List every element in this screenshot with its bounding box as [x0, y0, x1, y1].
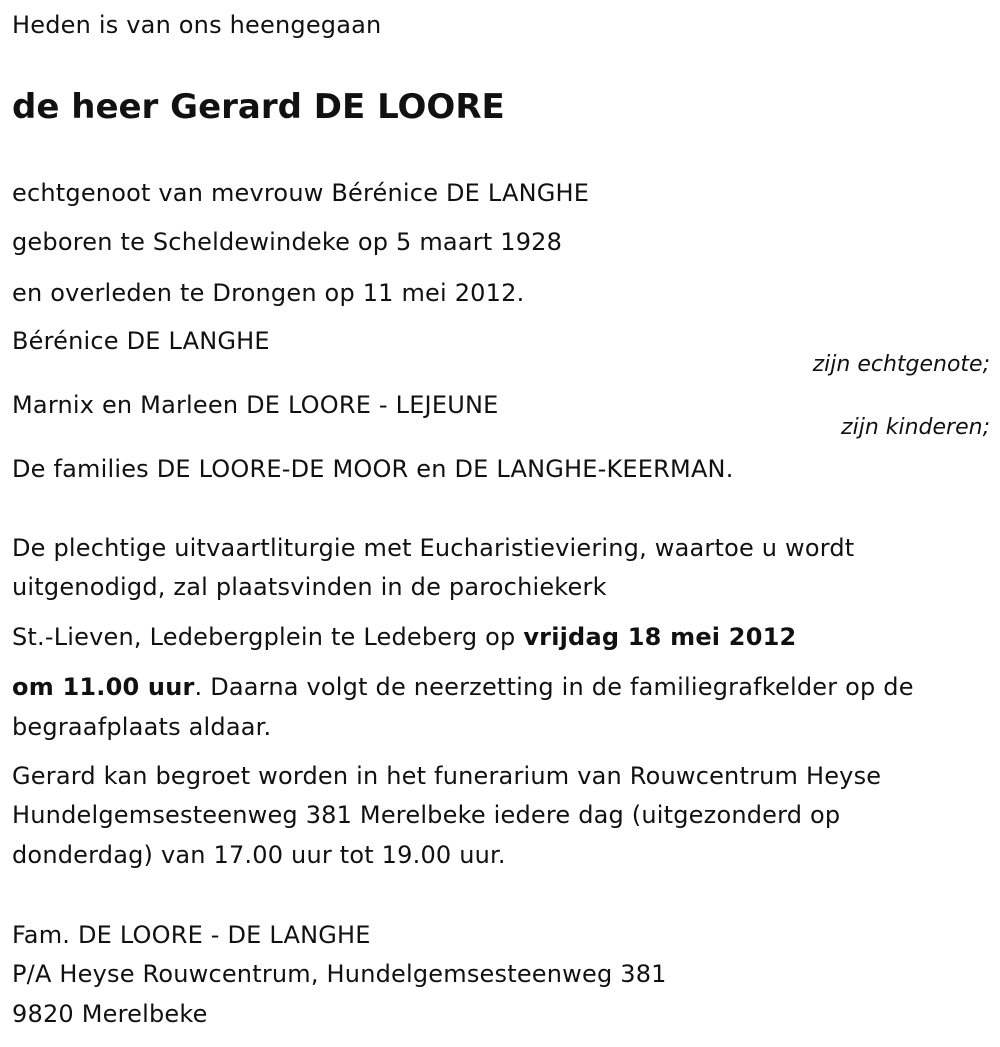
ceremony-line-4	[12, 672, 914, 702]
deceased-name: de heer Gerard DE LOORE	[12, 87, 505, 127]
detail-death: en overleden te Drongen op 11 mei 2012.	[12, 279, 525, 307]
ceremony-burial: . Daarna volgt de neerzetting in de familiegrafkelder op de	[194, 673, 914, 701]
ceremony-line-1: De plechtige uitvaartliturgie met Eucharistieviering, waartoe u wordt	[12, 534, 855, 562]
ceremony-date: vrijdag 18 mei 2012	[523, 623, 797, 651]
visitation-line-3: donderdag) van 17.00 uur tot 19.00 uur.	[12, 841, 506, 869]
contact-family: Fam. DE LOORE - DE LANGHE	[12, 921, 371, 949]
detail-birth: geboren te Scheldewindeke op 5 maart 1928	[12, 228, 563, 256]
mourner-children-names: Marnix en Marleen DE LOORE - LEJEUNE	[12, 391, 499, 419]
contact-address: P/A Heyse Rouwcentrum, Hundelgemsesteenweg 381	[12, 960, 667, 988]
ceremony-location: St.-Lieven, Ledebergplein te Ledeberg op	[12, 623, 524, 651]
visitation-line-2: Hundelgemsesteenweg 381 Merelbeke iedere dag (uitgezonderd op	[12, 801, 841, 829]
ceremony-time: om 11.00 uur	[12, 673, 195, 701]
contact-city: 9820 Merelbeke	[12, 1000, 208, 1028]
detail-spouse: echtgenoot van mevrouw Bérénice DE LANGHE	[12, 179, 590, 207]
visitation-line-1: Gerard kan begroet worden in het funerarium van Rouwcentrum Heyse	[12, 762, 882, 790]
ceremony-line-3	[12, 622, 796, 652]
families-text: De families DE LOORE-DE MOOR en DE LANGHE-KEERMAN.	[12, 455, 734, 483]
intro-text: Heden is van ons heengegaan	[12, 11, 382, 39]
mourner-children-role: zijn kinderen;	[841, 415, 990, 440]
ceremony-line-2: uitgenodigd, zal plaatsvinden in de parochiekerk	[12, 573, 607, 601]
mourner-spouse-names: Bérénice DE LANGHE	[12, 327, 270, 355]
mourner-spouse-role: zijn echtgenote;	[812, 352, 990, 377]
ceremony-line-5: begraafplaats aldaar.	[12, 713, 272, 741]
